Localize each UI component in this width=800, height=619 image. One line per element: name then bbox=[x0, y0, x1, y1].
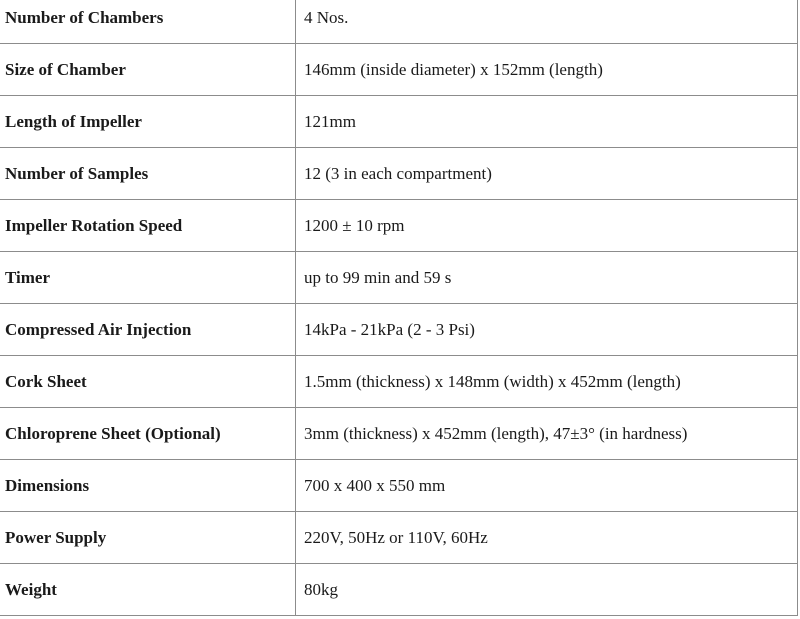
spec-value: 4 Nos. bbox=[296, 0, 798, 44]
spec-label: Size of Chamber bbox=[0, 44, 296, 96]
spec-label: Cork Sheet bbox=[0, 356, 296, 408]
table-row bbox=[0, 252, 798, 304]
spec-label: Impeller Rotation Speed bbox=[0, 200, 296, 252]
table-row bbox=[0, 304, 798, 356]
spec-value: 14kPa - 21kPa (2 - 3 Psi) bbox=[296, 304, 798, 356]
table-row bbox=[0, 512, 798, 564]
spec-value: 80kg bbox=[296, 564, 798, 616]
spec-value: 146mm (inside diameter) x 152mm (length) bbox=[296, 44, 798, 96]
table-row bbox=[0, 0, 798, 44]
table-row bbox=[0, 460, 798, 512]
spec-label: Power Supply bbox=[0, 512, 296, 564]
spec-label: Timer bbox=[0, 252, 296, 304]
table-row bbox=[0, 148, 798, 200]
table-row bbox=[0, 96, 798, 148]
spec-value: 1200 ± 10 rpm bbox=[296, 200, 798, 252]
spec-label: Number of Samples bbox=[0, 148, 296, 200]
spec-label: Chloroprene Sheet (Optional) bbox=[0, 408, 296, 460]
table-row bbox=[0, 44, 798, 96]
spec-value: 220V, 50Hz or 110V, 60Hz bbox=[296, 512, 798, 564]
table-row bbox=[0, 200, 798, 252]
spec-value: 700 x 400 x 550 mm bbox=[296, 460, 798, 512]
spec-label: Dimensions bbox=[0, 460, 296, 512]
spec-value: 121mm bbox=[296, 96, 798, 148]
table-row bbox=[0, 408, 798, 460]
table-row bbox=[0, 564, 798, 616]
spec-label: Compressed Air Injection bbox=[0, 304, 296, 356]
spec-label: Weight bbox=[0, 564, 296, 616]
spec-value: 3mm (thickness) x 452mm (length), 47±3° (in hardness) bbox=[296, 408, 798, 460]
spec-label: Length of Impeller bbox=[0, 96, 296, 148]
spec-value: 12 (3 in each compartment) bbox=[296, 148, 798, 200]
table-row bbox=[0, 356, 798, 408]
spec-value: 1.5mm (thickness) x 148mm (width) x 452mm (length) bbox=[296, 356, 798, 408]
spec-value: up to 99 min and 59 s bbox=[296, 252, 798, 304]
spec-label: Number of Chambers bbox=[0, 0, 296, 44]
